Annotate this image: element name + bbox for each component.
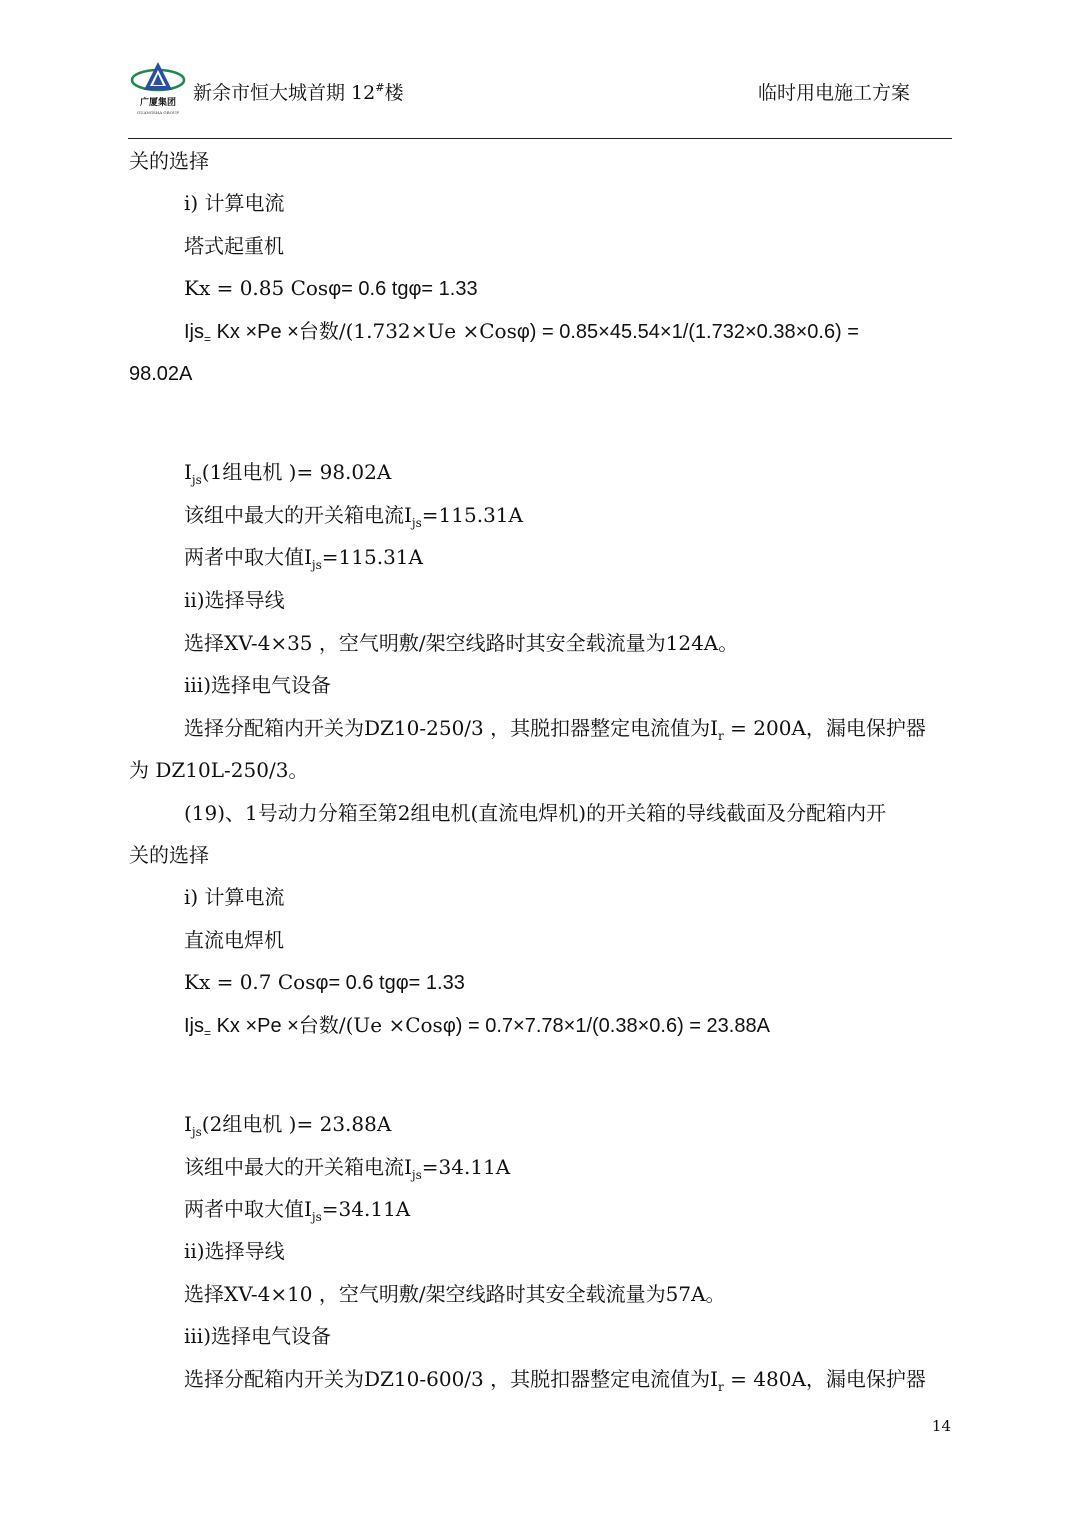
project-name-prefix: 新余市恒大城首期 12 bbox=[193, 82, 376, 104]
formula-line bbox=[184, 274, 478, 303]
subscript: js bbox=[411, 1168, 422, 1182]
subscript: js bbox=[311, 558, 322, 572]
document-title: 临时用电施工方案 bbox=[757, 82, 910, 104]
text-segment: 台数/(Ue ×Cos bbox=[298, 1013, 443, 1037]
text-segment: φ) = 0.85×45.54×1/(1.732×0.38×0.6) = bbox=[516, 321, 859, 343]
text-segment: =115.31A bbox=[421, 503, 523, 527]
paragraph-line: 关的选择 bbox=[129, 149, 209, 173]
text-segment: 选择分配箱内开关为DZ10-250/3 ，其脱扣器整定电流值为I bbox=[184, 716, 719, 740]
paragraph-line: 为 DZ10L-250/3。 bbox=[129, 758, 309, 782]
paragraph-line: iii)选择电气设备 bbox=[184, 1324, 331, 1348]
paragraph-line bbox=[184, 714, 926, 745]
paragraph-line: 塔式起重机 bbox=[184, 234, 284, 258]
paragraph-line: (19)、1号动力分箱至第2组电机(直流电焊机)的开关箱的导线截面及分配箱内开 bbox=[184, 801, 887, 825]
text-segment: 该组中最大的开关箱电流I bbox=[184, 503, 412, 527]
text-segment: Kx = 0.7 Cos bbox=[184, 970, 316, 994]
paragraph-line: i) 计算电流 bbox=[184, 191, 285, 215]
project-name-sup: # bbox=[375, 81, 385, 94]
project-name bbox=[193, 78, 403, 105]
project-name-suffix: 楼 bbox=[384, 82, 404, 104]
subscript: js bbox=[411, 516, 422, 530]
paragraph-line: 关的选择 bbox=[129, 843, 209, 867]
formula-line bbox=[184, 317, 859, 348]
text-segment: 台数/(1.732×Ue ×Cos bbox=[298, 319, 517, 343]
text-segment: φ) = 0.7×7.78×1/(0.38×0.6) = 23.88A bbox=[442, 1015, 770, 1037]
subscript: js bbox=[311, 1210, 322, 1224]
text-segment: = 200A，漏电保护器 bbox=[723, 716, 926, 740]
paragraph-line bbox=[184, 1110, 391, 1141]
page-number: 14 bbox=[931, 1417, 951, 1435]
subscript: r bbox=[718, 1380, 724, 1394]
paragraph-line: 直流电焊机 bbox=[184, 928, 284, 952]
subscript: js bbox=[191, 1125, 202, 1139]
paragraph-line bbox=[184, 543, 423, 574]
formula-line bbox=[184, 968, 465, 997]
text-segment: Kx = 0.85 Cos bbox=[184, 276, 329, 300]
text-segment: 两者中取大值I bbox=[184, 545, 312, 569]
paragraph-line: iii)选择电气设备 bbox=[184, 673, 331, 697]
paragraph-line bbox=[184, 1195, 410, 1226]
text-segment: φ= 0.6 tgφ= 1.33 bbox=[328, 278, 478, 300]
subscript: = bbox=[204, 332, 212, 346]
company-logo bbox=[130, 58, 186, 118]
paragraph-line bbox=[184, 458, 391, 489]
paragraph-line: 选择XV-4×10 ，空气明敷/架空线路时其安全载流量为57A。 bbox=[184, 1282, 726, 1306]
text-segment: 该组中最大的开关箱电流I bbox=[184, 1155, 412, 1179]
subscript: r bbox=[718, 729, 724, 743]
text-segment: Kx ×Pe × bbox=[211, 321, 299, 343]
formula-result: 98.02A bbox=[129, 363, 193, 385]
paragraph-line: ii)选择导线 bbox=[184, 588, 285, 612]
text-segment: 选择分配箱内开关为DZ10-600/3 ，其脱扣器整定电流值为I bbox=[184, 1367, 719, 1391]
text-segment: (2组电机 )= 23.88A bbox=[201, 1112, 392, 1136]
subscript: js bbox=[191, 473, 202, 487]
text-segment: Kx ×Pe × bbox=[211, 1015, 299, 1037]
text-segment: 两者中取大值I bbox=[184, 1197, 312, 1221]
text-segment: =34.11A bbox=[321, 1197, 411, 1221]
logo-subtext: GUANGSHA GROUP bbox=[137, 110, 179, 115]
text-segment: I bbox=[184, 460, 192, 484]
paragraph-line bbox=[184, 1153, 510, 1184]
text-segment: =34.11A bbox=[421, 1155, 511, 1179]
paragraph-line: i) 计算电流 bbox=[184, 885, 285, 909]
logo-text: 广厦集团 bbox=[139, 98, 177, 108]
paragraph-line bbox=[184, 1365, 926, 1396]
page-header bbox=[128, 54, 952, 140]
paragraph-line: 选择XV-4×35 ，空气明敷/架空线路时其安全载流量为124A。 bbox=[184, 631, 739, 655]
text-segment: =115.31A bbox=[321, 545, 423, 569]
text-segment: Ijs bbox=[184, 1015, 204, 1037]
text-segment: φ= 0.6 tgφ= 1.33 bbox=[315, 972, 465, 994]
text-segment: (1组电机 )= 98.02A bbox=[201, 460, 392, 484]
paragraph-line bbox=[184, 501, 523, 532]
paragraph-line: ii)选择导线 bbox=[184, 1239, 285, 1263]
subscript: = bbox=[204, 1026, 212, 1040]
header-divider bbox=[128, 138, 952, 139]
text-segment: Ijs bbox=[184, 321, 204, 343]
formula-line bbox=[184, 1011, 770, 1042]
text-segment: = 480A，漏电保护器 bbox=[723, 1367, 926, 1391]
text-segment: I bbox=[184, 1112, 192, 1136]
